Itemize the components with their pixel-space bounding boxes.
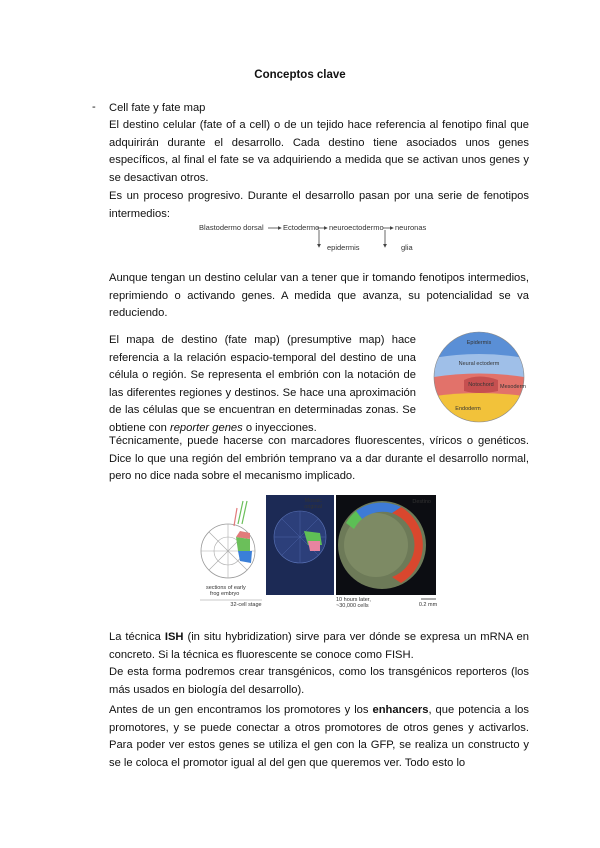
paragraph-gen-post: , que potencia a los promotores, y se puede conectar a otros promotores de otros genes y activarlos. Para poder ver estos genes se utiliza el gen con la GFP, se realiza un constructo y se le coloca el promotor igual al del gen que queremos ver. Todo esto lo — [109, 704, 529, 769]
page-title: Conceptos clave — [254, 69, 346, 81]
fate-map-figure — [428, 331, 530, 423]
flow-node-ectodermo: Ectodermo — [283, 223, 320, 232]
fatemap-label-notochord: Notochord — [468, 382, 494, 388]
panel-a-caption-2: frog embryo — [210, 591, 240, 597]
paragraph-cell-fate: El destino celular (fate of a cell) o de un tejido hace referencia al fenotipo final que adquirirán durante el desarrollo. Cada destino tiene asociados unos genes específicos, al final el fate se va adquiriendo a medida que se activan unos genes y se desactivan otros. — [109, 119, 529, 184]
term-enhancers: enhancers — [372, 704, 429, 716]
stage-right-label-2: ~30,000 cells — [336, 603, 369, 609]
paragraph-gen-pre: Antes de un gen encontramos los promotores y los — [109, 704, 373, 716]
flow-node-neuronas: neuronas — [395, 223, 427, 232]
flow-node-blastodermo: Blastodermo dorsal — [199, 223, 264, 232]
embryo-lineage-diagram — [196, 493, 444, 609]
flow-node-glia: glia — [401, 243, 413, 252]
stage-left-label: 32-cell stage — [230, 602, 262, 608]
fate-map-diagram — [428, 331, 530, 423]
fatemap-label-mesoderm: Mesoderm — [500, 384, 526, 390]
fatemap-label-epidermis: Epidermis — [466, 340, 492, 346]
paragraph-ish-post: (in situ hybridization) sirve para ver dónde se expresa un mRNA en concreto. Si la técnica es fluorescente se conoce como FISH. — [109, 631, 530, 661]
stage-right-label-1: 10 hours later, — [336, 597, 371, 603]
bullet-heading: Cell fate y fate map — [109, 102, 206, 114]
paragraph-progresivo: Es un proceso progresivo. Durante el desarrollo pasan por una serie de fenotipos intermedios: — [109, 190, 529, 220]
paragraph-transgenicos: De esta forma podremos crear transgénicos, como los transgénicos reporteros (los más usados en biología del desarrollo). — [109, 666, 529, 696]
term-ish: ISH — [164, 631, 184, 643]
panel-32-cell — [201, 501, 255, 597]
paragraph-mapa-text: El mapa de destino (fate map) (presumptive map) hace referencia a la relación espacio-temporal del destino de una célula o región. Se representa el embrión con la notación de las diferentes regiones y destinos. Se hace una aproximación de las células que se encuentran en determinadas zonas. Se obtiene con — [109, 334, 416, 434]
paragraph-tecnica: Técnicamente, puede hacerse con marcadores fluorescentes, víricos o genéticos. Dice lo que una región del embrión temprano va a dar durante el desarrollo normal, pero no dice nada sobre el mecanismo implicado. — [109, 435, 529, 482]
panel-mosaic — [266, 495, 334, 595]
paragraph-aunque: Aunque tengan un destino celular van a tener que ir tomando fenotipos intermedios, reprimiendo o activando genes. A medida que avanza, su potencialidad se va reduciendo. — [109, 272, 529, 319]
paragraph-mapa-end: o inyecciones. — [242, 421, 317, 434]
fatemap-label-neural: Neural ectoderm — [458, 361, 500, 367]
embryo-lineage-figure — [196, 493, 444, 609]
paragraph-mapa-emphasis: reporter genes — [169, 421, 243, 434]
flow-node-neuroectodermo: neuroectodermo — [329, 223, 384, 232]
fatemap-label-endoderm: Endoderm — [455, 406, 481, 412]
panel-b-label-1: Mosaic — [304, 498, 322, 504]
paragraph-gen — [109, 702, 529, 772]
paragraph-mapa — [109, 332, 416, 437]
paragraph-ish — [109, 629, 529, 664]
panel-destino — [336, 495, 436, 595]
panel-b-label-2: original — [304, 504, 322, 510]
scale-bar-label: 0.2 mm — [418, 602, 438, 608]
panel-a-caption-1: sections of early — [206, 585, 246, 591]
bullet-marker: - — [92, 101, 96, 113]
panel-c-label: Destino — [412, 499, 431, 505]
paragraph-ish-pre: La técnica — [109, 631, 165, 643]
flow-node-epidermis: epidermis — [327, 243, 360, 252]
